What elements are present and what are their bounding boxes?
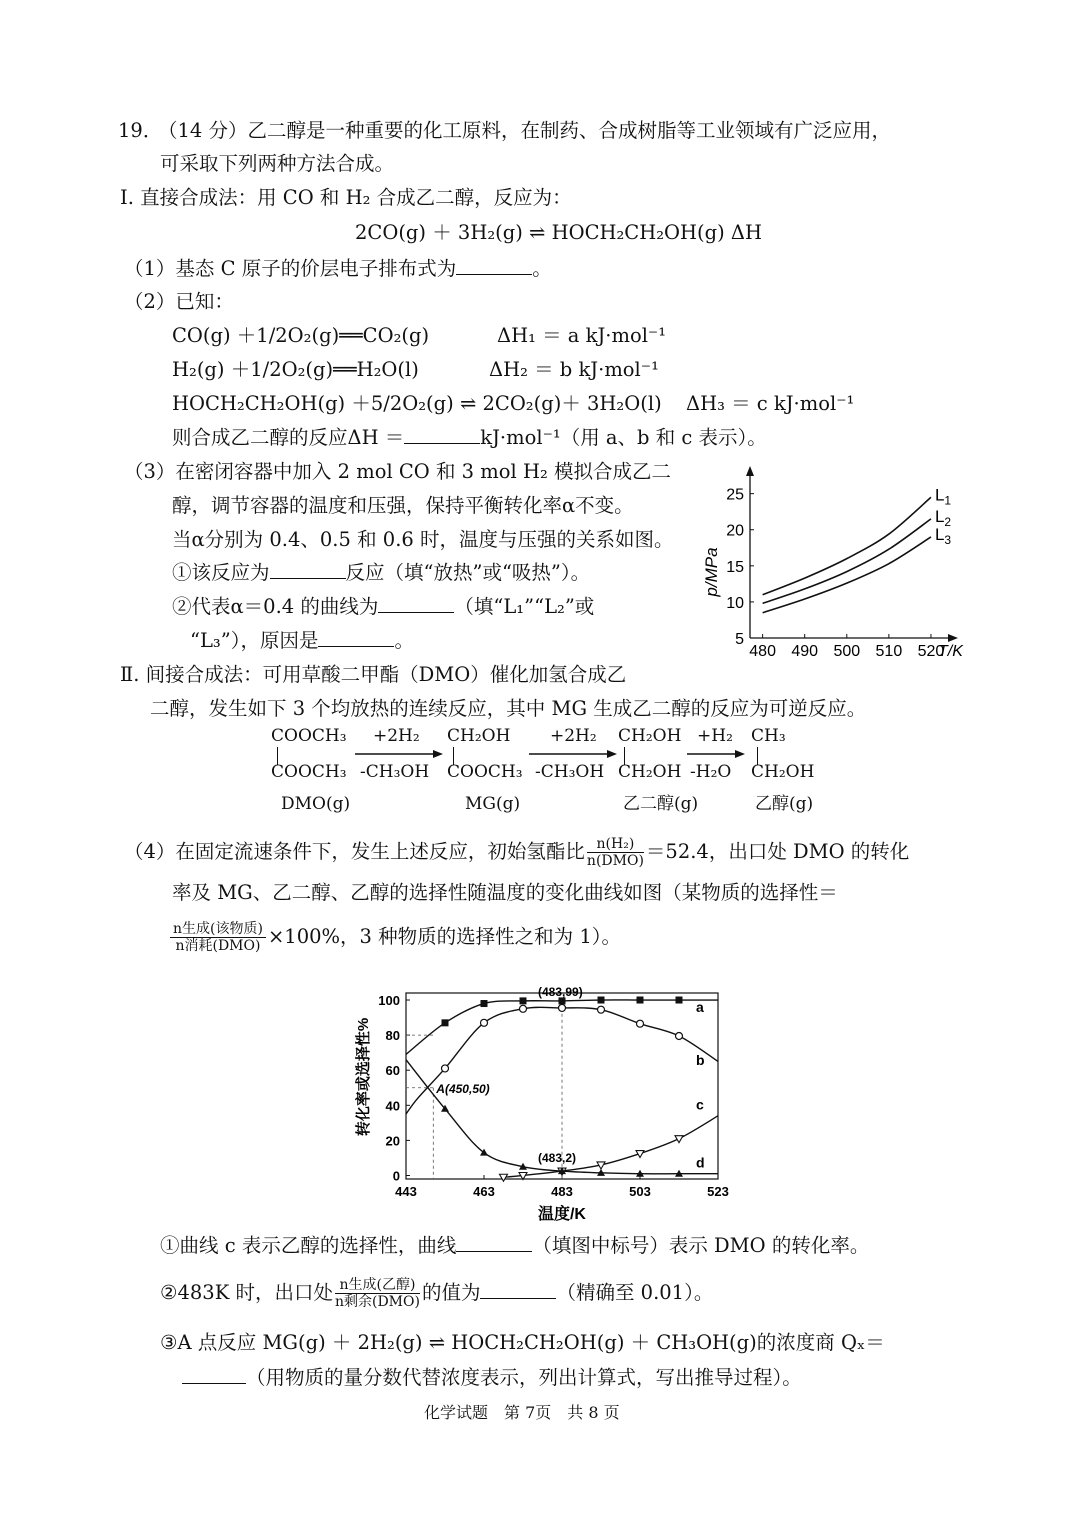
chart2-xlabel: 温度/K xyxy=(537,1206,587,1223)
q3-sub2-d: 。 xyxy=(394,629,414,652)
q3-sub2-blank[interactable] xyxy=(378,598,454,613)
q4-sub3-blank[interactable] xyxy=(182,1369,246,1384)
et-bot: CH₂OH xyxy=(751,762,815,782)
chart2-point-b xyxy=(481,1019,488,1026)
eq1: CO(g) ＋1/2O₂(g)══CO₂(g) xyxy=(172,324,430,347)
q4-selectivity-fraction xyxy=(170,921,266,954)
q4-ratio-den: n(DMO) xyxy=(586,853,644,869)
q4-line1 xyxy=(124,832,909,872)
q3-sub2-b: （填“L₁”“L₂”或 xyxy=(454,595,595,618)
chart2-point-b xyxy=(559,1004,566,1011)
mg-bot: COOCH₃ xyxy=(447,762,523,782)
q1-end: 。 xyxy=(532,257,552,280)
q4-sub2-fraction xyxy=(335,1277,420,1310)
chart1-ytick-label: 5 xyxy=(735,631,744,648)
chart2-point-a xyxy=(481,1000,488,1007)
et-name: 乙醇(g) xyxy=(755,794,814,814)
chart2-point-a xyxy=(598,997,605,1004)
chart1-line-L1 xyxy=(763,497,931,594)
chart1-xtick-label: 480 xyxy=(749,643,776,660)
q3-sub2-a: ②代表α＝0.4 的曲线为 xyxy=(172,595,379,618)
q2-blank[interactable] xyxy=(404,429,480,444)
chart2-ytick-label: 0 xyxy=(392,1168,400,1184)
chart2-point-b xyxy=(442,1065,449,1072)
dmo-bot: COOCH₃ xyxy=(271,762,347,782)
q4-line1-b: ＝52.4，出口处 DMO 的转化 xyxy=(645,840,910,863)
chart2-point-a xyxy=(676,997,683,1004)
chart2-xtick-label: 443 xyxy=(395,1184,417,1199)
chart2-annotation-peak: (483,99) xyxy=(538,985,583,999)
mg-top: CH₂OH xyxy=(447,726,511,746)
part2-heading2: 二醇，发生如下 3 个均放热的连续反应，其中 MG 生成乙二醇的反应为可逆反应。 xyxy=(150,697,867,720)
chart2-ytick-label: 100 xyxy=(378,993,400,1009)
chart2-ytick-label: 40 xyxy=(385,1098,400,1114)
q4-sel-den: n消耗(DMO) xyxy=(175,938,261,954)
q4-ratio-num: n(H₂) xyxy=(587,836,644,853)
chart2-ylabel: 转化率或选择性% xyxy=(355,1017,372,1137)
q3-sub1-blank[interactable] xyxy=(270,564,346,579)
q4-sub2-den: n剩余(DMO) xyxy=(334,1294,420,1310)
q4-sub1-b: （填图中标号）表示 DMO 的转化率。 xyxy=(532,1234,870,1257)
q1-text xyxy=(124,259,552,279)
q4-sub1-a: ①曲线 c 表示乙醇的选择性，曲线 xyxy=(160,1234,457,1257)
r1-arrow xyxy=(353,748,445,760)
eq1-dh: ΔH₁ ＝ a kJ·mol⁻¹ xyxy=(497,324,667,347)
chart2-point-a xyxy=(520,997,527,1004)
q4-line3-text: ×100%，3 种物质的选择性之和为 1）。 xyxy=(267,925,622,948)
q4-sub3: ③A 点反应 MG(g) ＋ 2H₂(g) ⇌ HOCH₂CH₂OH(g) ＋ CH₃OH(g)的浓度商 Qₓ＝ xyxy=(160,1331,885,1354)
chart1-series-label-L3: $L_3$ xyxy=(934,524,952,547)
q4-sub2-b: 的值为 xyxy=(421,1281,481,1304)
chart1-xtick-label: 510 xyxy=(875,643,903,660)
q1-blank[interactable] xyxy=(456,260,532,275)
q4-sub3-b: （用物质的量分数代替浓度表示，列出计算式，写出推导过程）。 xyxy=(246,1366,802,1389)
et-top: CH₃ xyxy=(751,726,786,746)
q3-sub1 xyxy=(172,563,590,583)
chart2-series-label-a: a xyxy=(696,999,704,1016)
q4-line3 xyxy=(168,917,621,957)
r1-top: +2H₂ xyxy=(373,726,420,746)
q4-ratio-fraction xyxy=(587,836,644,869)
chart2-xtick-label: 523 xyxy=(707,1184,729,1199)
eq3: HOCH₂CH₂OH(g) ＋5/2O₂(g) ⇌ 2CO₂(g)＋ 3H₂O(l) xyxy=(172,392,662,415)
dmo-name: DMO(g) xyxy=(281,794,351,814)
eq2: H₂(g) ＋1/2O₂(g)══H₂O(l) xyxy=(172,358,419,381)
chart2-point-c xyxy=(675,1136,683,1143)
r3-arrow xyxy=(685,748,749,760)
q4-sub1 xyxy=(160,1236,869,1256)
chart1-axes xyxy=(746,466,958,642)
reaction-scheme xyxy=(265,724,825,816)
q3-reason-blank[interactable] xyxy=(318,632,394,647)
eq2-dh: ΔH₂ ＝ b kJ·mol⁻¹ xyxy=(489,358,659,381)
chart2-line-c xyxy=(504,1116,719,1177)
q4-sub2-blank[interactable] xyxy=(480,1284,556,1299)
q3-line3: 当α分别为 0.4、0.5 和 0.6 时，温度与压强的关系如图。 xyxy=(172,528,674,551)
chart2-point-b xyxy=(637,1020,644,1027)
r2-top: +2H₂ xyxy=(550,726,597,746)
q4-sub1-blank[interactable] xyxy=(456,1237,532,1252)
eg-name: 乙二醇(g) xyxy=(623,794,699,814)
dmo-top: COOCH₃ xyxy=(271,726,347,746)
question-number: 19． xyxy=(118,119,163,142)
q4-line1-a: （4）在固定流速条件下，发生上述反应，初始氢酯比 xyxy=(124,840,585,863)
q4-line2: 率及 MG、乙二醇、乙醇的选择性随温度的变化曲线如图（某物质的选择性＝ xyxy=(172,881,838,904)
chart2-series-label-c: c xyxy=(696,1096,704,1113)
chart2-point-a xyxy=(442,1019,449,1026)
chart1-line-L2 xyxy=(763,519,931,603)
q1-prompt: （1）基态 C 原子的价层电子排布式为 xyxy=(124,257,457,280)
q4-sub3-line2 xyxy=(182,1368,802,1388)
chart1-line-L3 xyxy=(763,537,931,613)
r2-bot: -CH₃OH xyxy=(535,762,605,782)
q3-sub2-line2 xyxy=(190,631,414,651)
q3-sub2-c: “L₃”），原因是 xyxy=(190,629,319,652)
chart1-ytick-label: 15 xyxy=(726,558,744,576)
chart1-series-label-L1: $L_1$ xyxy=(934,485,952,508)
chart2-xtick-label: 463 xyxy=(473,1184,495,1199)
eg-bot: CH₂OH xyxy=(618,762,682,782)
chart1-ytick-label: 10 xyxy=(726,594,744,612)
part1-reaction: 2CO(g) ＋ 3H₂(g) ⇌ HOCH₂CH₂OH(g) ΔH xyxy=(355,221,763,244)
selectivity-chart xyxy=(350,985,750,1225)
q2-ask-a: 则合成乙二醇的反应ΔH ＝ xyxy=(172,426,405,449)
chart2-annotation-low: (483,2) xyxy=(538,1150,577,1165)
chart2-annotation-a: A(450,50) xyxy=(436,1081,490,1096)
eg-top: CH₂OH xyxy=(618,726,682,746)
r1-bot: -CH₃OH xyxy=(360,762,430,782)
q4-sel-num: n生成(该物质) xyxy=(170,921,266,938)
q3-sub2 xyxy=(172,597,594,617)
eq3-dh: ΔH₃ ＝ c kJ·mol⁻¹ xyxy=(686,392,855,415)
q4-sub2-num: n生成(乙醇) xyxy=(335,1277,420,1294)
r3-top: +H₂ xyxy=(697,726,733,746)
question-intro-line2: 可采取下列两种方法合成。 xyxy=(160,152,395,175)
chart2-series-label-d: d xyxy=(696,1154,705,1171)
q4-sub2-a: ②483K 时，出口处 xyxy=(160,1281,333,1304)
chart1-xtick-label: 500 xyxy=(833,643,861,660)
chart2-point-a xyxy=(637,997,644,1004)
pressure-temperature-chart xyxy=(690,462,980,667)
q4-sub2-c: （精确至 0.01）。 xyxy=(556,1281,714,1304)
part2-heading: Ⅱ. 间接合成法：可用草酸二甲酯（DMO）催化加氢合成乙 xyxy=(120,663,627,686)
chart2-xtick-label: 483 xyxy=(551,1184,573,1199)
chart2-ytick-label: 60 xyxy=(385,1063,400,1079)
chart2-point-b xyxy=(520,1005,527,1012)
q4-sub2 xyxy=(160,1272,713,1314)
chart1-ylabel: p/MPa xyxy=(702,547,721,597)
chart1-xlabel: T/K xyxy=(938,643,963,660)
q3-line2: 醇，调节容器的温度和压强，保持平衡转化率α不变。 xyxy=(172,494,634,517)
chart2-series-label-b: b xyxy=(696,1052,705,1069)
chart2-xtick-label: 503 xyxy=(629,1184,651,1199)
q2-label: （2）已知： xyxy=(124,290,234,313)
q2-ask-b: kJ·mol⁻¹（用 a、b 和 c 表示）。 xyxy=(480,426,767,449)
page-footer: 化学试题 第 7页 共 8 页 xyxy=(424,1403,620,1422)
chart1-ytick-label: 20 xyxy=(726,522,744,540)
q3-line1: （3）在密闭容器中加入 2 mol CO 和 3 mol H₂ 模拟合成乙二 xyxy=(124,460,671,483)
part1-heading: Ⅰ. 直接合成法：用 CO 和 H₂ 合成乙二醇，反应为： xyxy=(120,186,572,209)
chart1-ytick-label: 25 xyxy=(726,486,744,504)
q2-ask xyxy=(172,428,767,448)
r2-arrow xyxy=(527,748,619,760)
q3-sub1-b: 反应（填“放热”或“吸热”）。 xyxy=(345,561,591,584)
mg-name: MG(g) xyxy=(465,794,521,814)
chart1-series-label-L2: $L_2$ xyxy=(934,506,952,529)
chart1-xtick-label: 490 xyxy=(791,643,819,660)
q3-sub1-a: ①该反应为 xyxy=(172,561,270,584)
chart2-point-c xyxy=(500,1174,508,1181)
question-intro-line1: （14 分）乙二醇是一种重要的化工原料，在制药、合成树脂等工业领域有广泛应用， xyxy=(158,119,892,142)
chart2-ytick-label: 80 xyxy=(385,1028,400,1044)
chart2-ytick-label: 20 xyxy=(385,1133,400,1149)
r3-bot: -H₂O xyxy=(690,762,732,782)
chart2-point-b xyxy=(598,1006,605,1013)
chart2-point-b xyxy=(676,1032,683,1039)
chart1-xtick-label: 520 xyxy=(917,643,945,660)
